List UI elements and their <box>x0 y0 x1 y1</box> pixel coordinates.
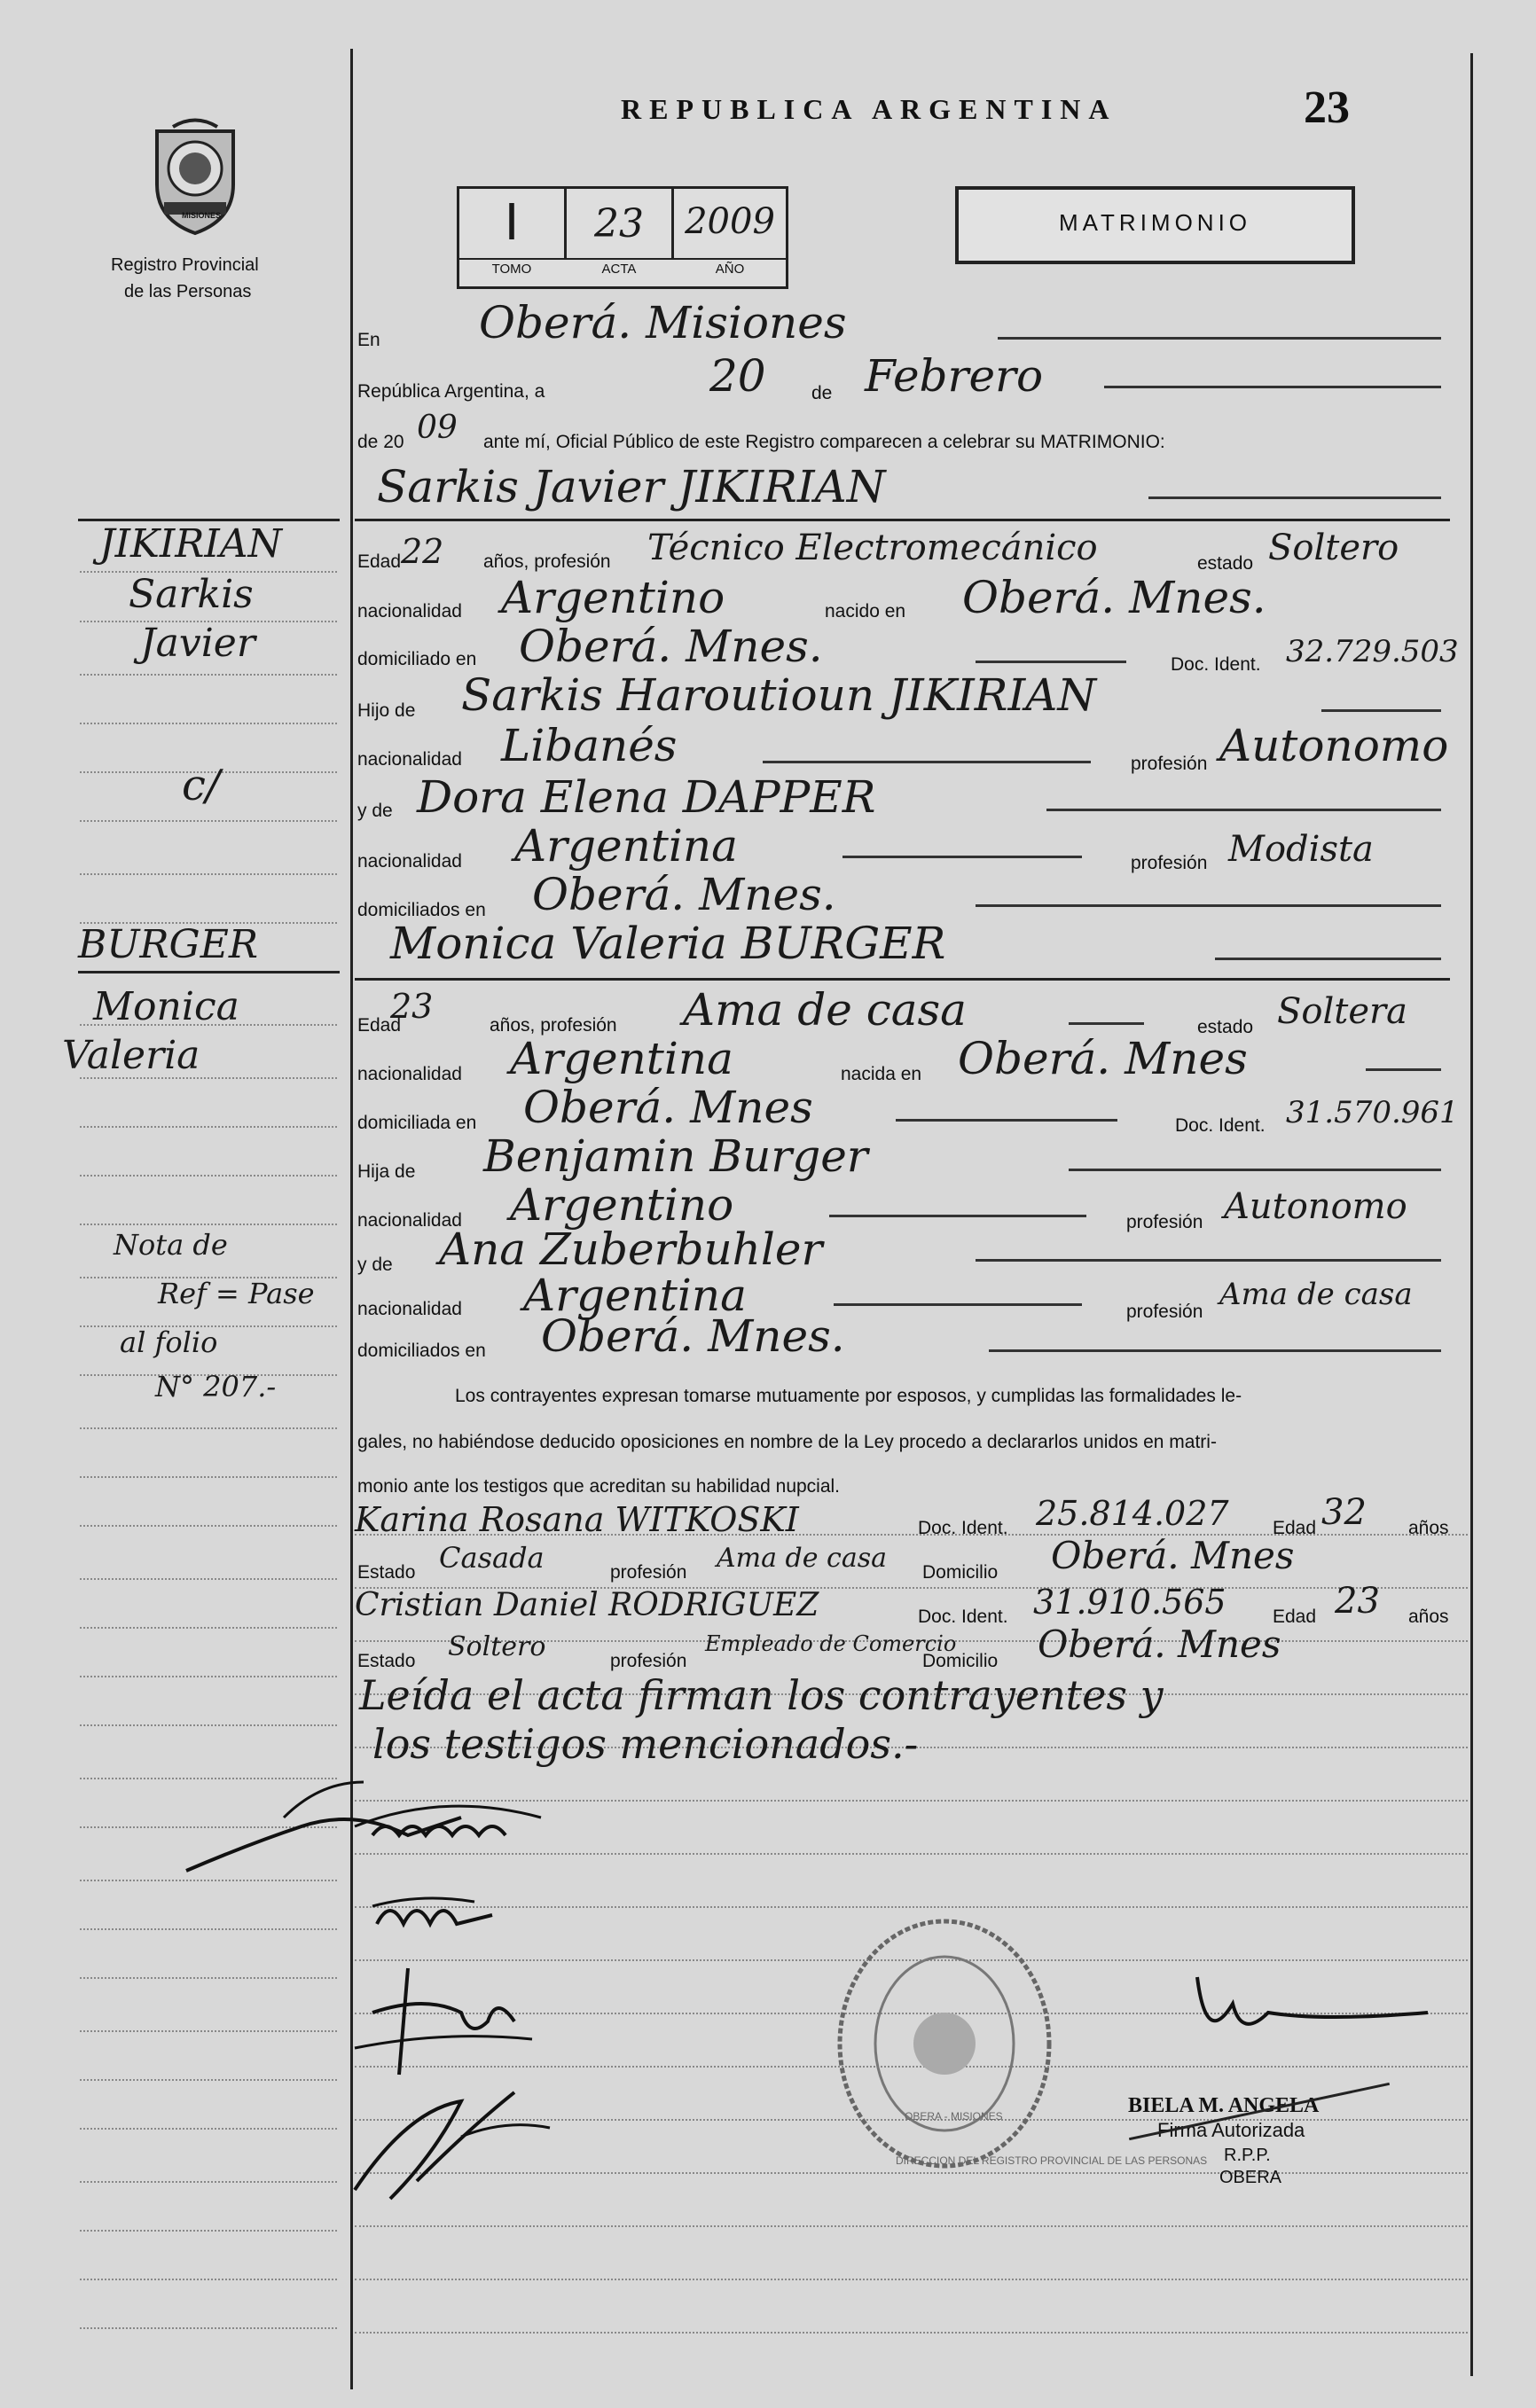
witness1-profession: Ama de casa <box>717 1543 887 1574</box>
edad-label: Edad <box>357 1015 402 1036</box>
fill-line <box>829 1215 1086 1217</box>
witness1-age: 32 <box>1321 1492 1367 1533</box>
bride-mother-nationality: Argentina <box>523 1270 747 1321</box>
year-prefix: de 20 <box>357 432 404 452</box>
fill-line <box>763 761 1091 763</box>
fill-line <box>842 856 1082 858</box>
fill-line <box>834 1303 1082 1306</box>
fill-line <box>976 904 1441 907</box>
bride-margin-name1: Monica <box>93 984 239 1029</box>
groom-residence: Oberá. Mnes. <box>519 621 823 672</box>
witness1-profesion-label: profesión <box>610 1562 687 1583</box>
fill-line <box>1321 709 1441 712</box>
witness2-profesion-label: profesión <box>610 1651 687 1671</box>
month-value: Febrero <box>865 350 1044 402</box>
parents-dom-label: domiciliados en <box>357 1341 486 1361</box>
domiciliado-label: domiciliado en <box>357 649 477 669</box>
groom-mother-profession: Modista <box>1228 829 1374 870</box>
margin-note-line3: al folio <box>120 1325 218 1359</box>
groom-parents-residence: Oberá. Mnes. <box>532 869 836 920</box>
registry-line1: Registro Provincial <box>111 255 259 275</box>
bride-birthplace: Oberá. Mnes <box>958 1033 1248 1084</box>
father-prof-label: profesión <box>1131 754 1208 774</box>
document-type: MATRIMONIO <box>1058 209 1252 236</box>
nacionalidad-label: nacionalidad <box>357 1064 462 1084</box>
section-rule <box>355 519 1450 521</box>
ano-label: AÑO <box>715 262 745 277</box>
misiones-seal-logo <box>146 113 244 242</box>
bride-parents-residence: Oberá. Mnes. <box>541 1310 845 1362</box>
statement-line1: Los contrayentes expresan tomarse mutuamente por esposos, y cumplidas las formalidades le- <box>455 1386 1242 1406</box>
groom-age: 22 <box>401 532 444 571</box>
fill-line <box>1148 496 1441 499</box>
father-prof-label: profesión <box>1126 1212 1203 1232</box>
nacionalidad-label: nacionalidad <box>357 601 462 622</box>
witness1-civil-status: Casada <box>439 1541 545 1575</box>
groom-father-profession: Autonomo <box>1219 720 1449 771</box>
margin-rule <box>78 971 340 973</box>
en-label: En <box>357 330 380 350</box>
margin-note-line4: N° 207.- <box>155 1370 277 1403</box>
bride-civil-status: Soltera <box>1277 991 1407 1032</box>
witness2-doc-label: Doc. Ident. <box>918 1607 1008 1627</box>
ano-value: 2009 <box>685 201 775 242</box>
mother-nat-label: nacionalidad <box>357 851 462 872</box>
bride-age: 23 <box>390 987 434 1026</box>
acta-cell <box>567 189 674 260</box>
groom-margin-name1: Sarkis <box>129 572 254 617</box>
groom-margin-surname: JIKIRIAN <box>99 521 283 567</box>
witness2-name: Cristian Daniel RODRIGUEZ <box>355 1587 819 1623</box>
mother-prof-label: profesión <box>1131 853 1208 873</box>
bride-full-name: Monica Valeria BURGER <box>390 918 946 969</box>
record-box <box>457 186 788 289</box>
domiciliada-label: domiciliada en <box>357 1113 477 1133</box>
groom-doc: 32.729.503 <box>1286 634 1459 669</box>
registry-line2: de las Personas <box>124 282 252 301</box>
signature-witness1 <box>337 1959 568 2088</box>
section-rule <box>355 978 1450 981</box>
groom-margin-name2: Javier <box>140 621 255 666</box>
witness2-profession: Empleado de Comercio <box>705 1631 957 1656</box>
fill-line <box>976 661 1126 663</box>
fill-line <box>1069 1022 1144 1025</box>
de-label: de <box>811 383 833 403</box>
margin-note-line2: Ref = Pase <box>158 1277 315 1310</box>
closing-line2: los testigos mencionados.- <box>372 1720 919 1768</box>
anos-profesion-label: años, profesión <box>483 551 611 572</box>
witness1-name: Karina Rosana WITKOSKI <box>355 1500 799 1539</box>
witness2-age: 23 <box>1335 1581 1380 1622</box>
groom-full-name: Sarkis Javier JIKIRIAN <box>377 461 886 512</box>
witness2-civil-status: Soltero <box>448 1631 546 1662</box>
declaration: ante mí, Oficial Público de este Registro comparecen a celebrar su MATRIMONIO: <box>483 432 1165 452</box>
witness1-residence: Oberá. Mnes <box>1051 1534 1295 1577</box>
fill-line <box>1069 1169 1441 1171</box>
acta-value: 23 <box>594 201 644 246</box>
yde-label: y de <box>357 801 393 821</box>
republic-label: República Argentina, a <box>357 381 545 402</box>
bride-residence: Oberá. Mnes <box>523 1082 813 1133</box>
page-number: 23 <box>1304 82 1350 133</box>
witness2-estado-label: Estado <box>357 1651 416 1671</box>
bride-profession: Ama de casa <box>683 984 967 1036</box>
edad-label: Edad <box>357 551 402 572</box>
country-heading: REPUBLICA ARGENTINA <box>621 93 1117 125</box>
witness2-edad-label: Edad <box>1273 1607 1317 1627</box>
official-office: R.P.P. <box>1224 2146 1271 2165</box>
margin-note-line1: Nota de <box>114 1228 228 1262</box>
day-value: 20 <box>709 350 766 402</box>
official-title: Firma Autorizada <box>1157 2119 1305 2141</box>
witness2-domicilio-label: Domicilio <box>922 1651 999 1671</box>
groom-civil-status: Soltero <box>1268 528 1399 568</box>
mother-nat-label: nacionalidad <box>357 1299 462 1319</box>
doc-label: Doc. Ident. <box>1171 654 1261 675</box>
estado-label: estado <box>1197 1017 1254 1037</box>
stamp-inner-text: OBERA - MISIONES <box>905 2110 1003 2123</box>
bride-father-profession: Autonomo <box>1224 1186 1407 1227</box>
witness2-anos-label: años <box>1408 1607 1449 1627</box>
groom-father-nationality: Libanés <box>501 720 678 771</box>
signature-official <box>1188 1959 1454 2061</box>
official-name: BIELA M. ANGELA <box>1128 2094 1320 2117</box>
groom-father: Sarkis Haroutioun JIKIRIAN <box>461 669 1097 721</box>
right-margin-rule <box>1470 53 1473 2376</box>
nacida-label: nacida en <box>841 1064 922 1084</box>
groom-birthplace: Oberá. Mnes. <box>962 572 1266 623</box>
witness1-estado-label: Estado <box>357 1562 416 1583</box>
acta-label: ACTA <box>601 262 637 277</box>
father-nat-label: nacionalidad <box>357 1210 462 1231</box>
parents-dom-label: domiciliados en <box>357 900 486 920</box>
groom-mother-nationality: Argentina <box>514 820 738 872</box>
hija-label: Hija de <box>357 1161 416 1182</box>
place-value: Oberá. Misiones <box>479 297 847 348</box>
ano-cell <box>674 189 786 260</box>
bride-doc: 31.570.961 <box>1286 1095 1459 1130</box>
bride-mother-profession: Ama de casa <box>1219 1277 1413 1312</box>
mother-prof-label: profesión <box>1126 1302 1203 1322</box>
groom-nationality: Argentino <box>501 572 725 623</box>
tomo-value: I <box>504 194 520 252</box>
connector-text: c/ <box>182 761 221 810</box>
year-suffix: 09 <box>417 410 458 446</box>
bride-margin-name2: Valeria <box>62 1033 200 1078</box>
bride-mother: Ana Zuberbuhler <box>439 1224 823 1275</box>
fill-line <box>998 337 1441 340</box>
witness1-domicilio-label: Domicilio <box>922 1562 999 1583</box>
witness2-residence: Oberá. Mnes <box>1038 1622 1281 1666</box>
seal-text: MISIONES <box>182 211 222 220</box>
fill-line <box>976 1259 1441 1262</box>
document-type-box <box>955 186 1355 264</box>
tomo-label: TOMO <box>491 262 532 277</box>
bride-father: Benjamin Burger <box>483 1130 868 1182</box>
signature-witness2 <box>337 2075 603 2212</box>
witness1-edad-label: Edad <box>1273 1518 1317 1538</box>
fill-line <box>1046 809 1441 811</box>
official-city: OBERA <box>1219 2168 1282 2187</box>
father-nat-label: nacionalidad <box>357 749 462 770</box>
anos-profesion-label: años, profesión <box>490 1015 617 1036</box>
fill-line <box>1366 1068 1441 1071</box>
fill-line <box>1215 958 1441 960</box>
bride-father-nationality: Argentino <box>510 1179 734 1231</box>
stamp-text: DIRECCION DEL REGISTRO PROVINCIAL DE LAS PERSONAS <box>896 2154 1208 2167</box>
nacido-label: nacido en <box>825 601 906 622</box>
statement-line2: gales, no habiéndose deducido oposiciones en nombre de la Ley procedo a declararlos unidos en matri- <box>357 1432 1217 1452</box>
groom-profession: Técnico Electromecánico <box>647 528 1098 568</box>
statement-line3: monio ante los testigos que acreditan su habilidad nupcial. <box>357 1476 841 1497</box>
witness1-doc: 25.814.027 <box>1036 1494 1229 1533</box>
tomo-cell <box>459 189 567 260</box>
fill-line <box>989 1349 1441 1352</box>
fill-line <box>896 1119 1117 1122</box>
bride-margin-surname: BURGER <box>78 922 258 967</box>
closing-line1: Leída el acta firman los contrayentes y <box>359 1671 1164 1719</box>
hijo-label: Hijo de <box>357 700 416 721</box>
fill-line <box>1104 386 1441 388</box>
witness2-doc: 31.910.565 <box>1033 1583 1226 1622</box>
registry-stamp <box>829 1911 1208 2181</box>
witness1-anos-label: años <box>1408 1518 1449 1538</box>
groom-mother: Dora Elena DAPPER <box>417 771 876 823</box>
estado-label: estado <box>1197 553 1254 574</box>
witness1-doc-label: Doc. Ident. <box>918 1518 1008 1538</box>
doc-label: Doc. Ident. <box>1175 1115 1266 1136</box>
yde-label: y de <box>357 1255 393 1275</box>
bride-nationality: Argentina <box>510 1033 733 1084</box>
signature-bride <box>368 1888 501 1946</box>
